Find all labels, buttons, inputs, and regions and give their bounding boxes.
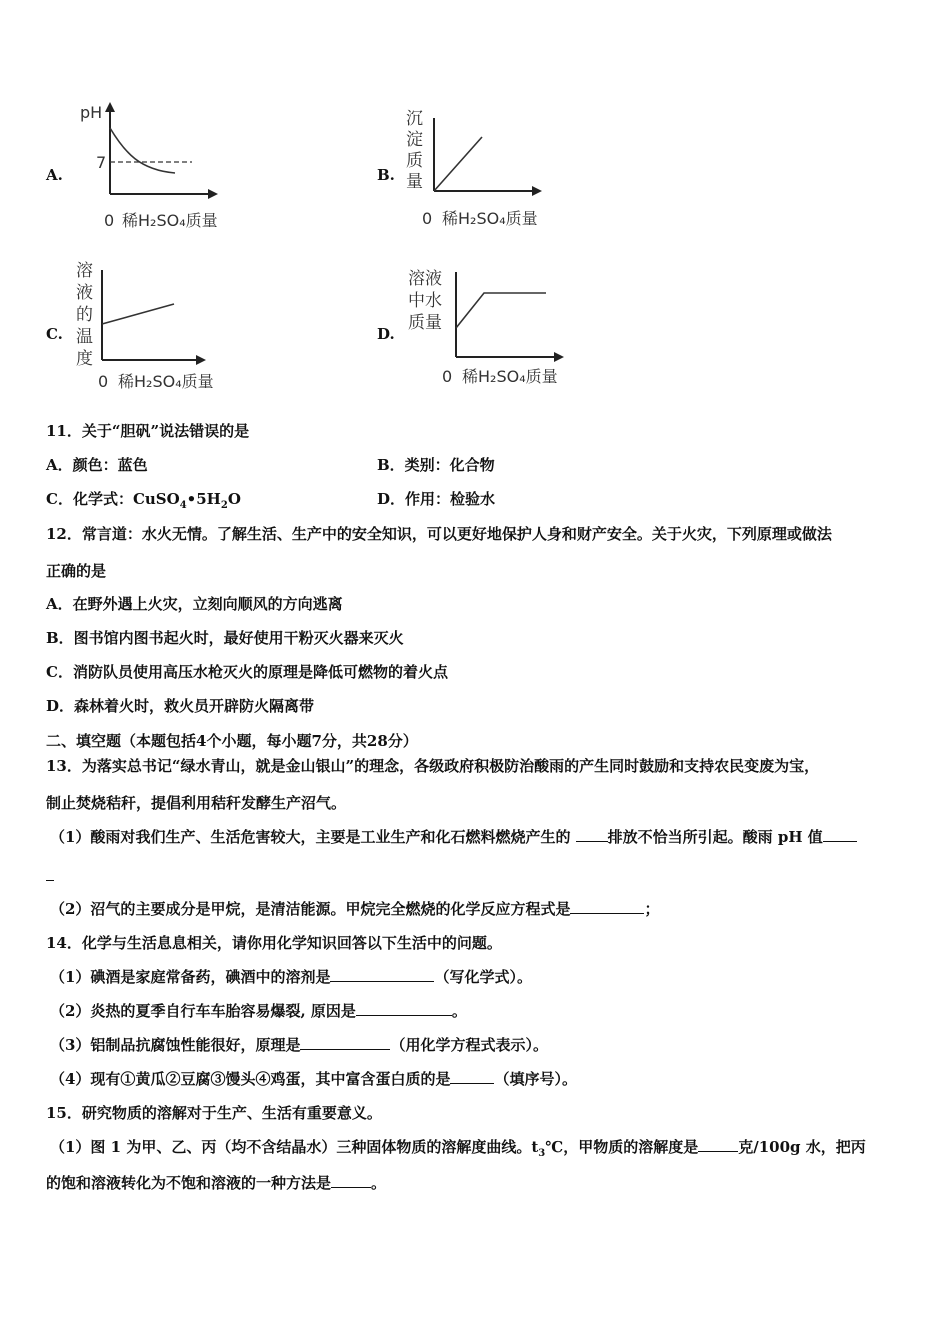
q12-option-a: A．在野外遇上火灾，立刻向顺风的方向逃离 [46, 595, 343, 613]
q12-option-b: B．图书馆内图书起火时，最好使用干粉灭火器来灭火 [46, 629, 404, 647]
q14-part2-text-b: 。 [451, 1002, 467, 1020]
q11-option-c [46, 488, 241, 511]
x-axis-label: 稀H₂SO₄质量 [462, 367, 558, 386]
q12-stem-line1: 12．常言道：水火无情。了解生活、生产中的安全知识，可以更好地保护人身和财产安全。关于火灾，下列原理或做法 [46, 525, 832, 543]
q14-part2-text-a: （2）炎热的夏季自行车车胎容易爆裂, 原因是 [50, 1002, 356, 1020]
option-b-letter: B. [377, 166, 395, 184]
answer-blank[interactable] [576, 827, 608, 842]
y-axis-label-4: 温 [76, 327, 93, 347]
water-mass-line [456, 293, 546, 328]
q14-part3 [50, 1034, 548, 1055]
graph-d [404, 262, 576, 394]
q13-part1-text-a: （1）酸雨对我们生产、生活危害较大，主要是工业生产和化石燃料燃烧产生的 [50, 828, 576, 846]
x-axis-label: 稀H₂SO₄质量 [442, 209, 538, 228]
q15-part1-line2 [46, 1172, 386, 1193]
q15-part1-text-c: 克/100g 水，把丙 [738, 1138, 866, 1156]
y-axis-label-4: 量 [406, 172, 423, 192]
y-axis-label-3: 的 [76, 305, 93, 325]
q13-part1-text-b: 排放不恰当所引起。酸雨 pH 值 [607, 828, 823, 846]
q13-part1 [50, 826, 857, 847]
q15-part1-text-b: ℃，甲物质的溶解度是 [545, 1138, 699, 1156]
graph-a [70, 98, 240, 236]
q14-part2 [50, 1000, 467, 1021]
answer-blank[interactable] [46, 866, 54, 881]
ph-curve [110, 128, 175, 173]
y-axis-label-1: 沉 [406, 109, 423, 129]
option-a-letter: A. [46, 166, 63, 184]
q13-part2-text-b: ； [644, 900, 660, 918]
formula-sub-1: 4 [179, 500, 187, 511]
answer-blank[interactable] [450, 1069, 494, 1084]
q14-part3-text-b: （用化学方程式表示）。 [390, 1036, 548, 1054]
y-axis-arrow [105, 102, 115, 112]
q14-part3-text-a: （3）铝制品抗腐蚀性能很好，原理是 [50, 1036, 301, 1054]
q15-part1-text-e: 。 [371, 1174, 387, 1192]
answer-blank[interactable] [698, 1137, 738, 1152]
option-d-letter: D. [377, 325, 395, 343]
formula-prefix: C．化学式：CuSO [46, 490, 180, 508]
q13-part2-text-a: （2）沼气的主要成分是甲烷，是清洁能源。甲烷完全燃烧的化学反应方程式是 [50, 900, 571, 918]
q11-option-d: D．作用：检验水 [377, 490, 496, 508]
y-axis-label-2: 液 [76, 283, 93, 303]
formula-sub-2: 2 [220, 500, 228, 511]
origin-label: 0 [442, 367, 453, 386]
option-c-letter: C. [46, 325, 63, 343]
formula-suffix: O [227, 490, 241, 508]
origin-label: 0 [98, 372, 109, 391]
y-axis-label-5: 度 [76, 349, 93, 369]
x-axis-arrow [196, 355, 206, 365]
q14-part1 [50, 966, 532, 987]
q13-part2 [50, 898, 659, 919]
y-value-label: 7 [96, 153, 107, 172]
q15-part1-text-a: （1）图 1 为甲、乙、丙（均不含结晶水）三种固体物质的溶解度曲线。t [50, 1138, 539, 1156]
y-axis-label-2: 淀 [406, 130, 423, 150]
x-axis-arrow [532, 186, 542, 196]
answer-blank[interactable] [300, 1035, 390, 1050]
y-axis-label-1: 溶液 [408, 269, 442, 289]
q13-stem-line2: 制止焚烧秸秆，提倡利用秸秆发酵生产沼气。 [46, 794, 347, 812]
precipitate-line [434, 137, 482, 191]
origin-label: 0 [422, 209, 433, 228]
q15-stem: 15．研究物质的溶解对于生产、生活有重要意义。 [46, 1104, 382, 1122]
x-axis-arrow [208, 189, 218, 199]
q11-option-a: A．颜色：蓝色 [46, 456, 148, 474]
q12-option-d: D．森林着火时，救火员开辟防火隔离带 [46, 697, 315, 715]
graph-c [70, 256, 240, 396]
y-axis-label-3: 质量 [408, 313, 442, 333]
graph-b [402, 104, 572, 234]
x-axis-label: 稀H₂SO₄质量 [122, 211, 218, 230]
y-axis-label-3: 质 [406, 151, 423, 171]
x-axis-arrow [554, 352, 564, 362]
q12-option-c: C．消防队员使用高压水枪灭火的原理是降低可燃物的着火点 [46, 663, 448, 681]
origin-label: 0 [104, 211, 115, 230]
answer-blank[interactable] [823, 827, 857, 842]
q14-part4-text-b: （填序号）。 [494, 1070, 577, 1088]
q11-stem: 11．关于“胆矾”说法错误的是 [46, 422, 250, 440]
answer-blank[interactable] [331, 1173, 371, 1188]
y-axis-label-2: 中水 [408, 291, 442, 311]
q14-part1-text-b: （写化学式）。 [434, 968, 532, 986]
q13-stem-line1: 13．为落实总书记“绿水青山，就是金山银山”的理念，各级政府积极防治酸雨的产生同时鼓励和支持农民变废为宝， [46, 757, 820, 775]
formula-mid: •5H [186, 490, 221, 508]
y-axis-label-1: 溶 [76, 261, 93, 281]
q12-stem-line2: 正确的是 [46, 562, 107, 580]
answer-blank[interactable] [356, 1001, 452, 1016]
q14-part4 [50, 1068, 577, 1089]
temperature-subscript: 3 [538, 1148, 546, 1159]
q11-option-b: B．类别：化合物 [377, 456, 495, 474]
q14-part4-text-a: （4）现有①黄瓜②豆腐③馒头④鸡蛋，其中富含蛋白质的是 [50, 1070, 451, 1088]
temperature-line [102, 304, 174, 324]
x-axis-label: 稀H₂SO₄质量 [118, 372, 214, 391]
q14-stem: 14．化学与生活息息相关，请你用化学知识回答以下生活中的问题。 [46, 934, 502, 952]
y-axis-label: pH [80, 103, 103, 122]
q13-part1-continuation [46, 866, 54, 885]
answer-blank[interactable] [330, 967, 434, 982]
q14-part1-text-a: （1）碘酒是家庭常备药，碘酒中的溶剂是 [50, 968, 331, 986]
answer-blank[interactable] [570, 899, 644, 914]
section-2-heading: 二、填空题（本题包括4个小题，每小题7分，共28分） [46, 732, 418, 750]
q15-part1-text-d: 的饱和溶液转化为不饱和溶液的一种方法是 [46, 1174, 332, 1192]
q15-part1-line1 [50, 1136, 866, 1159]
